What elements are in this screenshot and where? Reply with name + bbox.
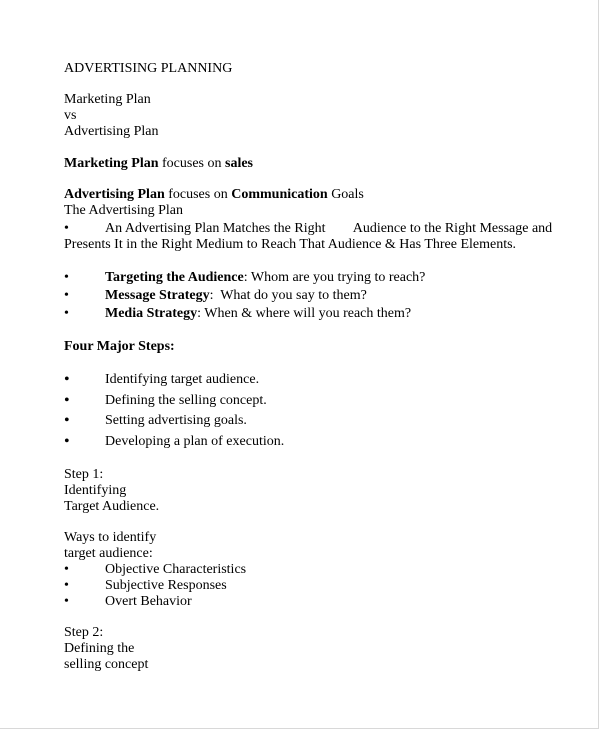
step1-line-2: Identifying (64, 483, 127, 498)
steps-heading: Four Major Steps: (64, 339, 175, 354)
bullet-icon: • (64, 392, 70, 409)
bullet-icon: • (64, 562, 69, 577)
step2-line-2: Defining the (64, 641, 135, 656)
document-page: ADVERTISING PLANNING Marketing Plan vs Advertising Plan Marketing Plan focuses on sales Advertising Plan focuses on Communication Goals The Advertising Plan • An Advertising Plan Matches the Right Audience to the Right Message and Presents It in the Right Medium to Reach That Audience & Has Three Elements. • Targeting the Audience: Whom are you trying to reach? • Message Strategy: What do you say to them? • Media Strategy: When & where will you reach them? Four Major Steps: • Identifying target audience. • Defining the selling concept. • Setting advertising goals. • Developing a plan of execution. Step 1: Identifying Target Audience. Ways to identify target audience: • Objective Characteristics • Subjective Responses • Overt Behavior Step 2: Defining the selling concept (0, 0, 599, 729)
bullet-icon: • (64, 412, 70, 429)
step1-line-1: Step 1: (64, 467, 104, 482)
ap-bullet-text-2: Presents It in the Right Medium to Reach That Audience & Has Three Elements. (64, 237, 517, 252)
compare-line-3: Advertising Plan (64, 124, 159, 139)
ways-line-2: target audience: (64, 546, 153, 561)
bullet-icon: • (64, 288, 69, 303)
bullet-icon: • (64, 371, 70, 388)
advertising-plan-subtitle: The Advertising Plan (64, 203, 183, 218)
step2-line-1: Step 2: (64, 625, 104, 640)
step1-line-3: Target Audience. (64, 499, 160, 514)
bullet-icon: • (64, 221, 69, 236)
ap-bullet-text-1: An Advertising Plan Matches the Right Audience to the Right Message and (105, 221, 553, 236)
bullet-icon: • (64, 578, 69, 593)
bullet-icon: • (64, 433, 70, 450)
advertising-plan-line: Advertising Plan focuses on Communication Goals (64, 187, 364, 202)
marketing-plan-line: Marketing Plan focuses on sales (64, 156, 253, 171)
bullet-icon: • (64, 306, 69, 321)
step2-line-3: selling concept (64, 657, 149, 672)
bullet-icon: • (64, 594, 69, 609)
compare-line-2: vs (64, 108, 77, 123)
bullet-icon: • (64, 270, 69, 285)
ways-line-1: Ways to identify (64, 530, 157, 545)
document-title: ADVERTISING PLANNING (64, 61, 233, 76)
compare-line-1: Marketing Plan (64, 92, 151, 107)
